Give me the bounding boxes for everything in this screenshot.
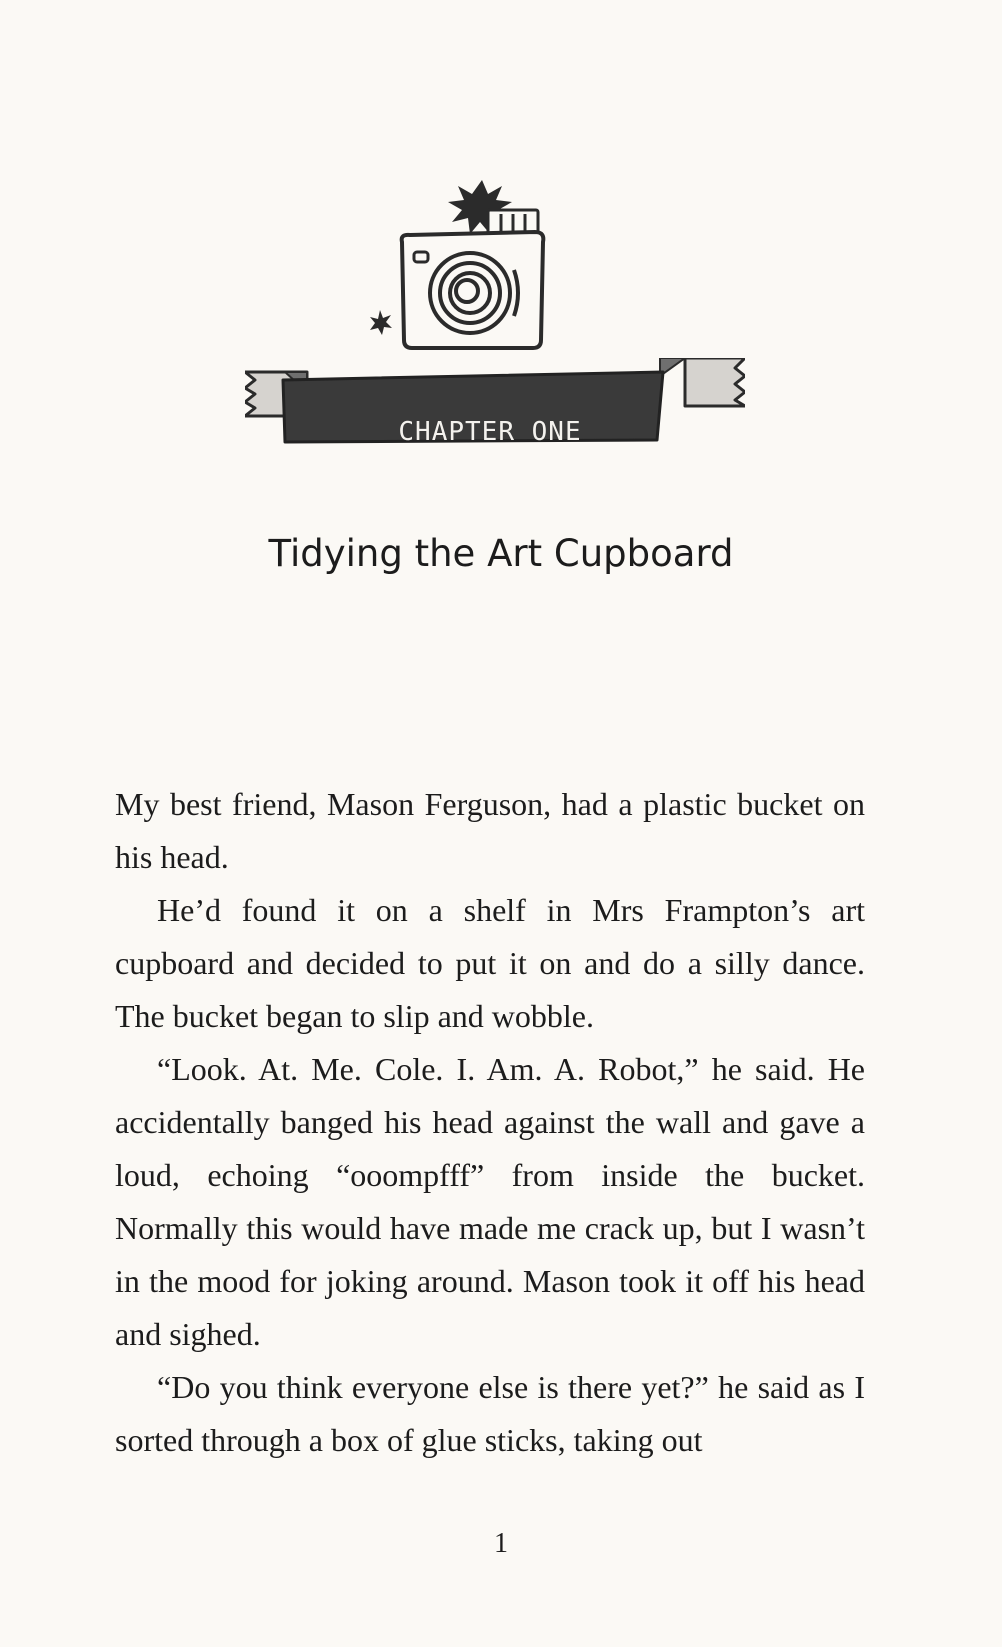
body-text	[115, 778, 865, 1467]
chapter-title: Tidying the Art Cupboard	[268, 532, 734, 575]
paragraph: “Look. At. Me. Cole. I. Am. A. Robot,” he said. He accidentally banged his head against the wall and gave a loud, echoing “ooompfff” from inside the bucket. Normally this would have made me crack up, but I wasn’t in the mood for joking around. Mason took it off his head and sighed.	[115, 1051, 865, 1352]
paragraph: “Do you think everyone else is there yet?” he said as I sorted through a box of glue sticks, taking out	[115, 1369, 865, 1458]
paragraph: My best friend, Mason Ferguson, had a plastic bucket on his head.	[115, 786, 865, 875]
page-number: 1	[494, 1528, 508, 1559]
chapter-label: CHAPTER ONE	[398, 417, 582, 447]
camera-icon	[370, 180, 590, 360]
paragraph: He’d found it on a shelf in Mrs Frampton’s art cupboard and decided to put it on and do a silly dance. The bucket began to slip and wobble.	[115, 892, 865, 1034]
